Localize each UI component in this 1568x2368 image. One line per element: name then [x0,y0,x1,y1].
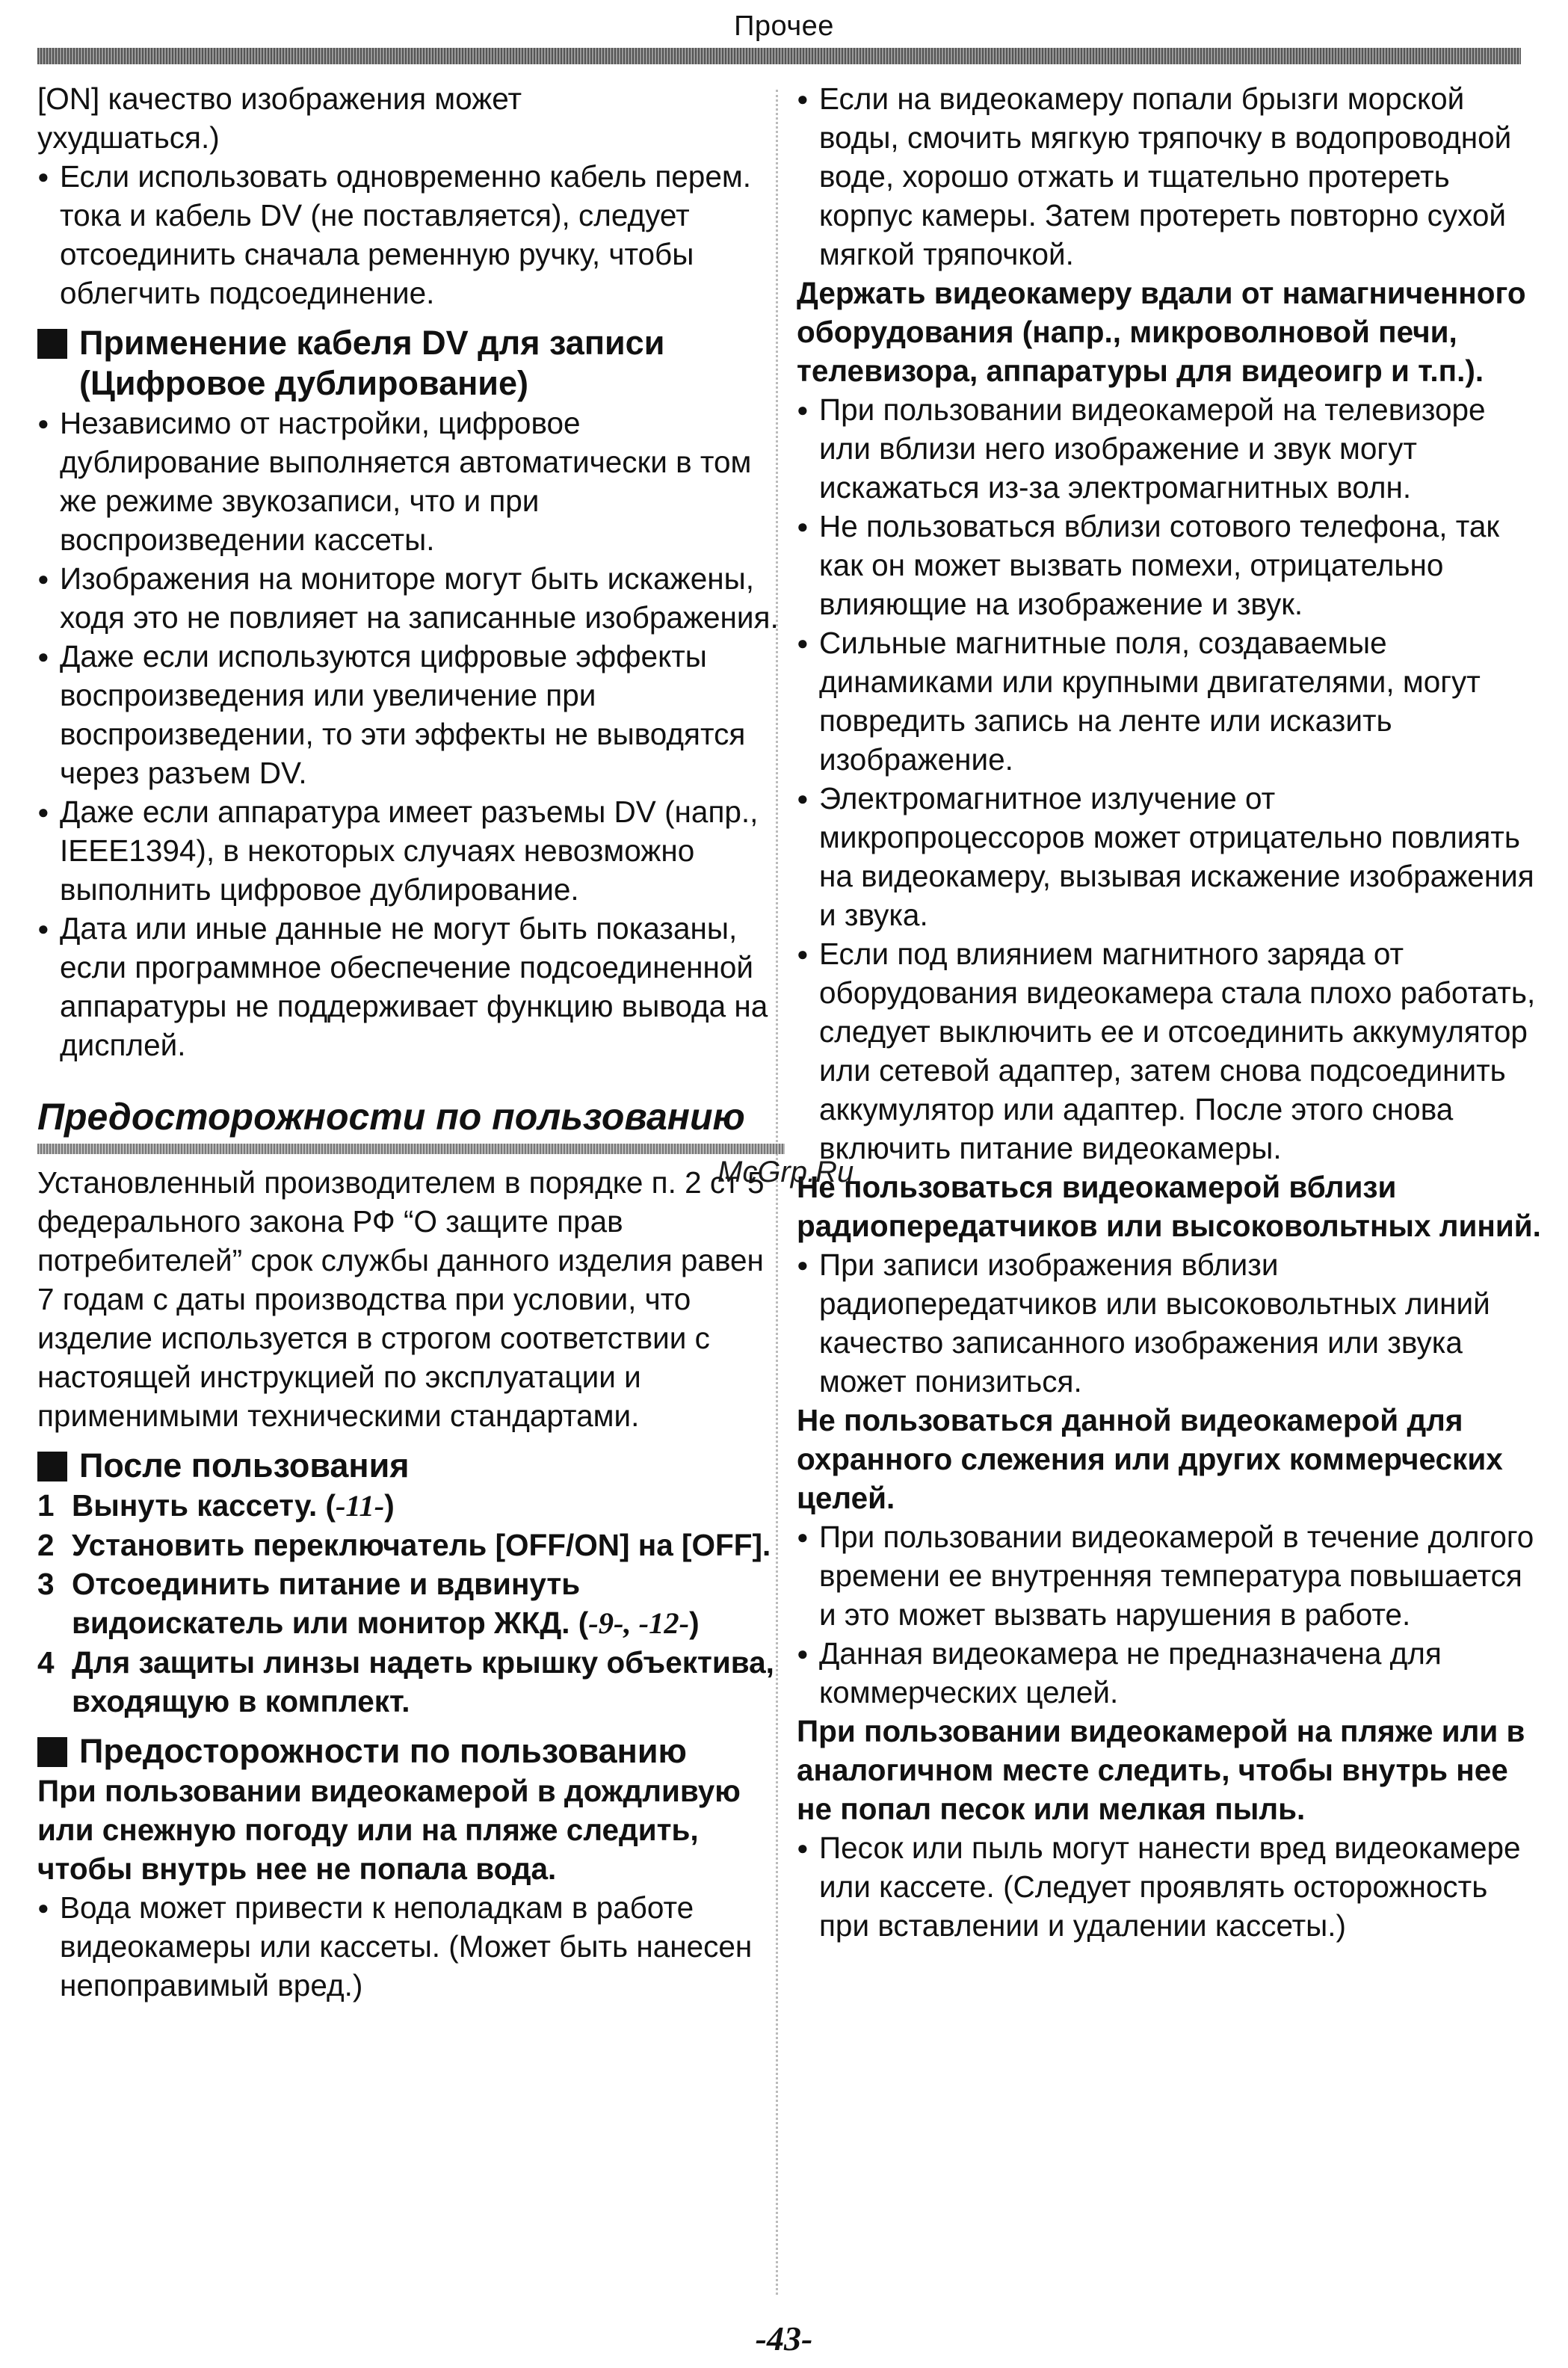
step-number: 1 [37,1488,55,1523]
step-tail: ) [689,1606,700,1640]
bold-paragraph: Не пользоваться видеокамерой вблизи радиопередатчиков или высоковольтных линий. [797,1170,1541,1243]
list-item: ● Данная видеокамера не предназначена для коммерческих целей. [797,1634,1544,1712]
step-number: 3 [37,1567,55,1601]
step-item [37,1643,785,1721]
list-item: ● Изображения на мониторе могут быть искажены, ходя это не повлияет на записанные изображения. [37,559,785,637]
watermark-text: McGrp.Ru [717,1156,854,1188]
main-section-title: Предосторожности по пользованию [37,1096,745,1138]
list-item: ● Вода может привести к неполадкам в работе видеокамеры или кассеты. (Может быть нанесен непоправимый вред.) [37,1888,785,2005]
intro-line: ухудшаться.) [37,120,220,155]
list-item: ● При пользовании видеокамерой в течение долгого времени ее внутренняя температура повышается и это может вызвать нарушения в работе. [797,1517,1544,1634]
list-item: ● Если под влиянием магнитного заряда от оборудования видеокамера стала плохо работать, следует выключить ее и отсоединить аккумулятор или сетевой адаптер, затем снова подсоединить аккумулятор или адаптер. После этого снова включить питание видеокамеры. [797,934,1544,1168]
list-item: ● Независимо от настройки, цифровое дублирование выполняется автоматически в том же режиме звукозаписи, что и при воспроизведении кассеты. [37,404,785,559]
step-text: Установить переключатель [OFF/ON] на [OFF]. [72,1528,771,1562]
page-header: Прочее [734,10,834,42]
step-item [37,1526,785,1564]
page-number: -43- [755,2319,813,2358]
intro-line: [ON] качество изображения может [37,81,522,116]
section-title-text: Предосторожности по пользованию [79,1732,687,1770]
bold-paragraph: При пользовании видеокамерой в дождливую или снежную погоду или на пляже следить, чтобы внутрь нее не попала вода. [37,1774,741,1886]
page-ref: -9-, -12- [588,1606,690,1640]
section-marker-icon [37,329,67,359]
list-item: ● Сильные магнитные поля, создаваемые динамиками или крупными двигателями, могут повредить запись на ленте или исказить изображение. [797,623,1544,779]
section-title-text: Применение кабеля DV для записи (Цифровое дублирование) [79,324,665,402]
page-ref: -11- [335,1489,385,1523]
section-title-text: После пользования [79,1446,410,1484]
list-item: ● Не пользоваться вблизи сотового телефона, так как он может вызвать помехи, отрицательно влияющие на изображение и звук. [797,507,1544,623]
section-marker-icon [37,1452,67,1481]
service-life-paragraph: Установленный производителем в порядке п. 2 ст 5 федерального закона РФ “О защите прав потребителей” срок службы данного изделия равен 7 годам с даты производства при условии, что изделие используется в строгом соответствии с настоящей инструкцией по эксплуатации и применимыми техническими стандартами. [37,1165,765,1433]
step-tail: ) [384,1488,395,1523]
list-item: ● Электромагнитное излучение от микропроцессоров может отрицательно повлиять на видеокамеру, вызывая искажение изображения и звука. [797,779,1544,934]
left-column [37,79,785,2005]
section-title-precautions [37,1731,785,1772]
list-item: ● При записи изображения вблизи радиопередатчиков или высоковольтных линий качество записанного изображения или звука может понизиться. [797,1245,1544,1401]
list-item: ● Даже если аппаратура имеет разъемы DV (напр., IEEE1394), в некоторых случаях невозможно выполнить цифровое дублирование. [37,792,785,909]
step-text: Для защиты линзы надеть крышку объектива, входящую в комплект. [72,1645,774,1718]
section-title-dv-dubbing [37,323,785,404]
header-rule [37,48,1521,64]
list-item: ● Если на видеокамеру попали брызги морской воды, смочить мягкую тряпочку в водопроводной воде, хорошо отжать и тщательно протереть корпус камеры. Затем протереть повторно сухой мягкой тряпочкой. [797,79,1544,274]
right-column [797,79,1544,1945]
bold-paragraph: Держать видеокамеру вдали от намагниченного оборудования (напр., микроволновой печи, телевизора, аппаратуры для видеоигр и т.п.). [797,276,1526,388]
list-item: ● При пользовании видеокамерой на телевизоре или вблизи него изображение и звук могут искажаться из-за электромагнитных волн. [797,390,1544,507]
list-item: ● Дата или иные данные не могут быть показаны, если программное обеспечение подсоединенной аппаратуры не поддерживает функцию вывода на дисплей. [37,909,785,1064]
step-number: 4 [37,1645,55,1680]
section-marker-icon [37,1737,67,1767]
section-title-after-use [37,1446,785,1486]
list-item: ● Даже если используются цифровые эффекты воспроизведения или увеличение при воспроизведении, то эти эффекты не выводятся через разъем DV. [37,637,785,792]
step-text: Вынуть кассету. ( [72,1488,336,1523]
list-item: ● Песок или пыль могут нанести вред видеокамере или кассете. (Следует проявлять осторожность при вставлении и удалении кассеты.) [797,1828,1544,1945]
step-item [37,1564,785,1643]
title-rule [37,1144,785,1154]
bold-paragraph: При пользовании видеокамерой на пляже или в аналогичном месте следить, чтобы внутрь нее не попал песок или мелкая пыль. [797,1714,1525,1826]
step-item [37,1486,785,1526]
bold-paragraph: Не пользоваться данной видеокамерой для охранного слежения или других коммерческих целей. [797,1403,1503,1515]
step-text: Отсоединить питание и вдвинуть видоискатель или монитор ЖКД. ( [72,1567,589,1640]
intro-bullet: ● Если использовать одновременно кабель перем. тока и кабель DV (не поставляется), следует отсоединить сначала ременную ручку, чтобы облегчить подсоединение. [37,157,785,312]
step-number: 2 [37,1528,55,1562]
